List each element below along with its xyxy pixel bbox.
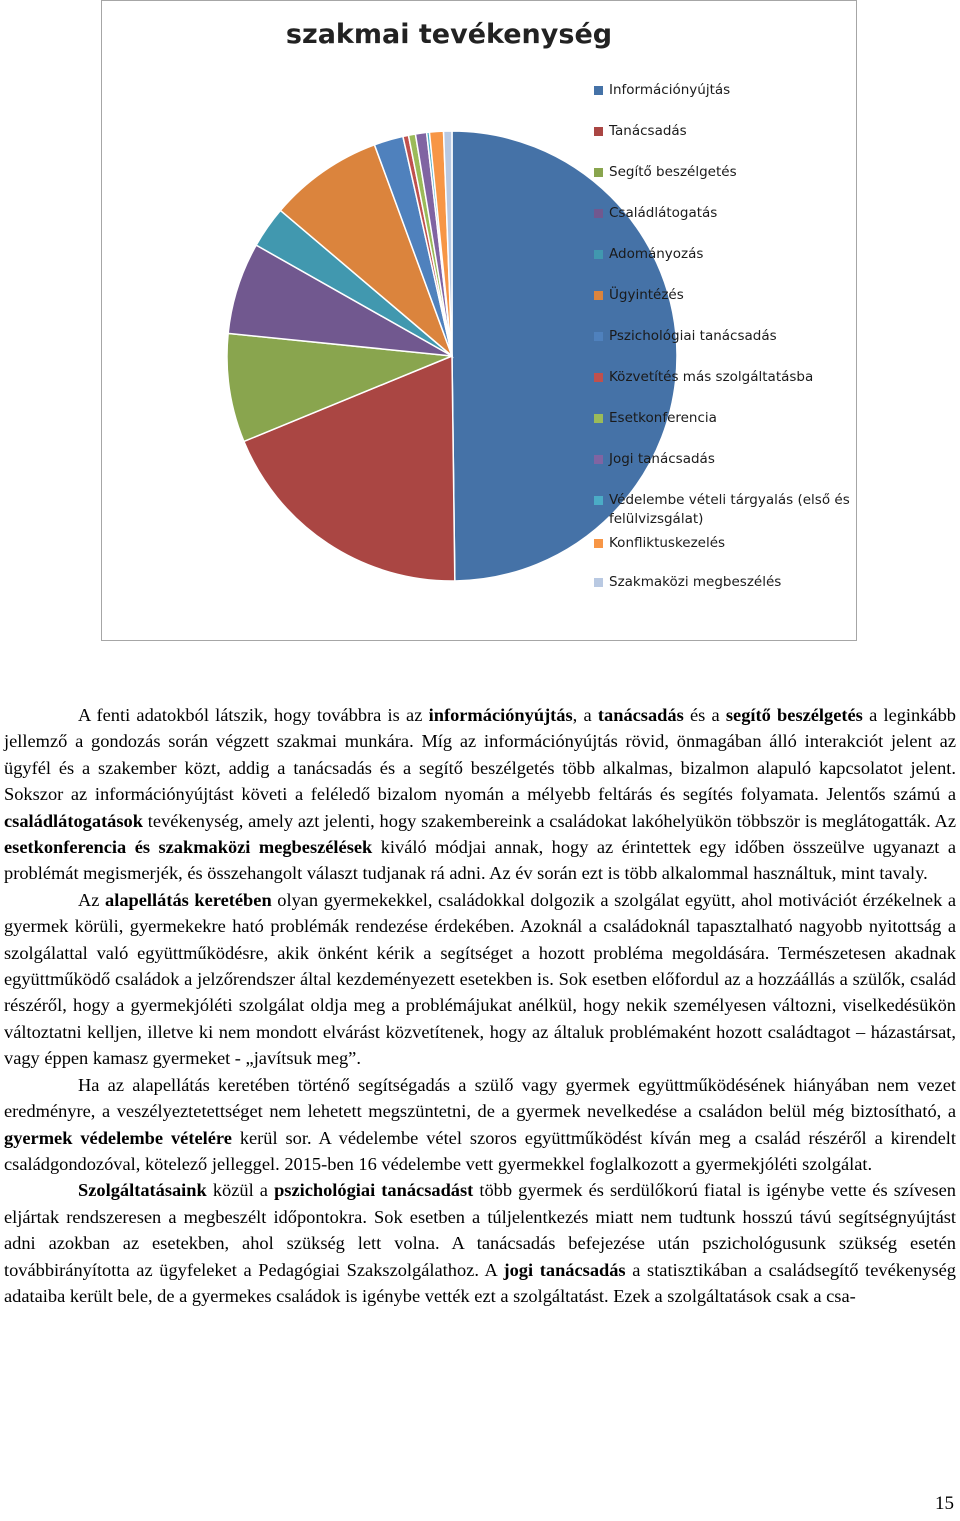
text-run: kiváló módjai annak, hogy az érintettek egy időben összeülve ugyanazt a problémát megismerjék, és összehangolt választ tudjanak rá adni. Az év során ezt is több alkalommal használtuk, mint tavaly. bbox=[4, 837, 956, 884]
body-text bbox=[4, 702, 956, 1309]
legend-label: Jogi tanácsadás bbox=[609, 451, 715, 467]
chart-title: szakmai tevékenység bbox=[285, 19, 613, 50]
text-run: Az bbox=[78, 889, 106, 910]
text-run: közül a bbox=[206, 1180, 275, 1201]
legend-label: Adományozás bbox=[609, 246, 704, 262]
paragraph-4 bbox=[4, 1177, 956, 1309]
bold-term: információnyújtás bbox=[428, 705, 573, 725]
bold-term: Szolgáltatásaink bbox=[78, 1180, 207, 1201]
legend-item bbox=[594, 286, 854, 305]
legend-item bbox=[594, 204, 854, 223]
legend-swatch bbox=[594, 250, 603, 259]
legend-item bbox=[594, 327, 854, 346]
legend-item bbox=[594, 368, 854, 387]
text-run: tevékenység, amely azt jelenti, hogy szakembereink a családokat lakóhelyükön többször is meglátogatták. Az bbox=[142, 810, 956, 831]
paragraph-1 bbox=[4, 702, 956, 887]
text-run: olyan gyermekekkel, családokkal dolgozik a szolgálat együtt, ahol motivációt érzékelnek a gyermek körüli, gyermekekre ható problémák rendezése érdekében. Azoknál a családoknál tapasztalható nagyobb nyitottság a szolgálattal való együttműködésre, akik önként kérik a segítséget a hozott probléma megoldására. Természetesen akadnak együttműködő családok a jelzőrendszer által kezdeményezett esetekben is. Sok esetben előfordul az a hozzáállás a szülők, család részéről, hogy a gyermekjóléti szolgálat oldja meg a problémájukat anélkül, hogy nekik személyesen változni, viselkedésükön változtatni kelljen, illetve ki nem mondott elvárást közvetítenek, hogy az általuk problémaként hozott családtagot – házastársat, vagy éppen kamasz gyermeket - „javítsuk meg”. bbox=[4, 889, 957, 1069]
legend-label: Pszichológiai tanácsadás bbox=[609, 328, 777, 344]
legend-item bbox=[594, 491, 854, 529]
legend-item bbox=[594, 409, 854, 428]
legend-item bbox=[594, 573, 854, 592]
legend-label: Információnyújtás bbox=[609, 82, 731, 98]
legend-label: Segítő beszélgetés bbox=[609, 164, 737, 180]
chart-frame bbox=[101, 0, 857, 641]
paragraph-2 bbox=[4, 887, 956, 1072]
legend-label: Konfliktuskezelés bbox=[609, 535, 726, 551]
legend-swatch bbox=[594, 332, 603, 341]
bold-term: pszichológiai tanácsadást bbox=[274, 1180, 474, 1201]
legend-swatch bbox=[594, 578, 603, 587]
page-number: 15 bbox=[935, 1493, 954, 1514]
text-run: és a bbox=[683, 705, 726, 725]
legend-swatch bbox=[594, 414, 603, 423]
legend-swatch bbox=[594, 539, 603, 548]
legend-item bbox=[594, 81, 854, 100]
text-run: A fenti adatokból látszik, hogy továbbra is az bbox=[78, 705, 429, 725]
bold-term: családlátogatások bbox=[4, 810, 143, 831]
legend-label: Tanácsadás bbox=[609, 123, 687, 139]
text-run: , a bbox=[572, 705, 598, 725]
legend-label: Közvetítés más szolgáltatásba bbox=[609, 369, 814, 385]
legend-item bbox=[594, 245, 854, 264]
legend-item bbox=[594, 534, 854, 553]
bold-term: gyermek védelembe vételére bbox=[4, 1127, 232, 1148]
legend-swatch bbox=[594, 209, 603, 218]
text-run: kerül sor. A védelembe vétel szoros együttműködést kíván meg a család részéről a kirendelt családgondozóval, kötelező jelleggel. 2015-ben 16 védelembe vett gyermekkel foglalkozott a gyermekjóléti szolgálat. bbox=[4, 1127, 957, 1174]
legend-swatch bbox=[594, 455, 603, 464]
text-run: több gyermek és serdülőkorú fiatal is igénybe vette és szívesen eljártak rendszeresen a megbeszélt időpontokra. Sok esetben a túljelentkezés miatt nem tudtunk hosszú távú segítségnyújtást adni azokban az esetekben, ahol szükség lett volna. A tanácsadás befejezése után pszichológusunk szükség esetén továbbirányította az ügyfeleket a Pedagógiai Szakszolgálathoz. A bbox=[4, 1180, 956, 1280]
text-run: a leginkább jellemző a gondozás során végzett szakmai munkára. Míg az információnyújtás rövid, önmagában álló interakciót jelent az ügyfél és a szakember közt, addig a tanácsadás és a segítő beszélgetés több alkalmas, bizalmon alapuló kapcsolatot jelent. Sokszor az információnyújtást követi a feléledő bizalom nyomán a mélyebb feltárás és segítés folyamata. Jelentős számú a bbox=[4, 705, 956, 805]
bold-term: segítő beszélgetés bbox=[725, 705, 863, 725]
legend-item bbox=[594, 122, 854, 141]
text-run: Ha az alapellátás keretében történő segítségadás a szülő vagy gyermek együttműködésének hiányában nem vezet eredményre, a veszélyeztetettséget nem lehetett megszüntetni, de a gyermek nevelkedése a családon belül még biztosítható, a bbox=[4, 1074, 956, 1122]
legend-swatch bbox=[594, 496, 603, 505]
legend-label: Ügyintézés bbox=[609, 287, 684, 303]
legend-swatch bbox=[594, 373, 603, 382]
paragraph-3 bbox=[4, 1072, 956, 1178]
legend-swatch bbox=[594, 127, 603, 136]
bold-term: tanácsadás bbox=[597, 705, 684, 725]
legend-item bbox=[594, 163, 854, 182]
bold-term: jogi tanácsadás bbox=[503, 1259, 626, 1280]
legend-item bbox=[594, 450, 854, 469]
legend-swatch bbox=[594, 86, 603, 95]
text-run: a statisztikában a családsegítő tevékenység adataiba került bele, de a gyermekes családok is igénybe vették ezt a szolgáltatást. Ezek a szolgáltatások csak a csa- bbox=[4, 1259, 957, 1306]
legend-label: Védelembe vételi tárgyalás (első és felülvizsgálat) bbox=[609, 492, 850, 527]
legend-swatch bbox=[594, 168, 603, 177]
legend-swatch bbox=[594, 291, 603, 300]
legend-label: Szakmaközi megbeszélés bbox=[609, 574, 782, 590]
legend-label: Esetkonferencia bbox=[609, 410, 717, 426]
bold-term: alapellátás keretében bbox=[105, 889, 272, 910]
legend-label: Családlátogatás bbox=[609, 205, 718, 221]
bold-term: esetkonferencia és szakmaközi megbeszélések bbox=[4, 837, 373, 858]
